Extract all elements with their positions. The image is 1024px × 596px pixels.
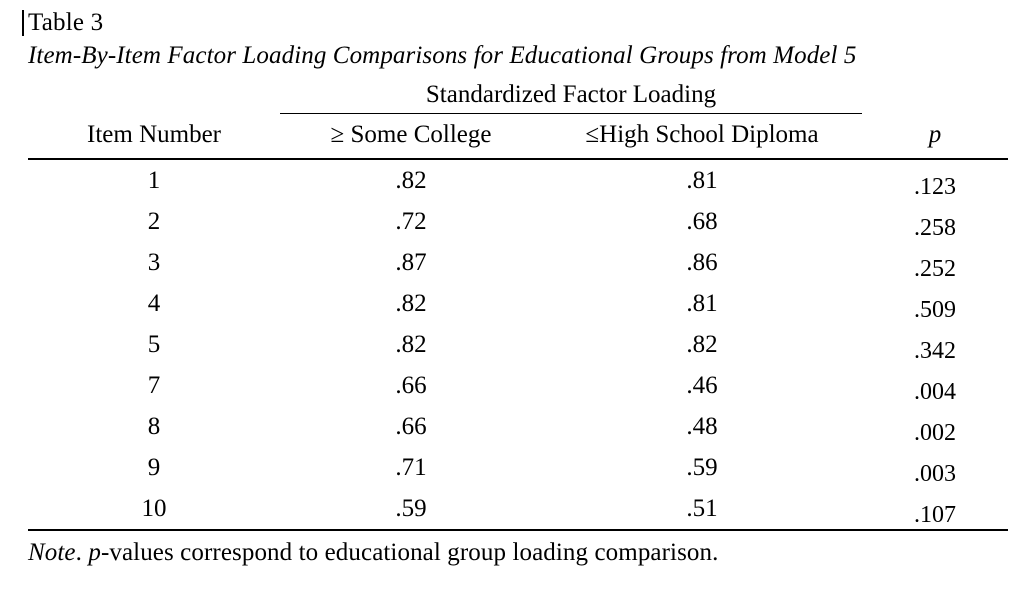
column-header-item-number: Item Number [87,120,221,148]
cell-item-number: 1 [147,167,161,194]
table-row [28,365,1008,406]
table-note [28,531,1010,568]
table-body [28,159,1008,530]
table-title: Item-By-Item Factor Loading Comparisons for Educational Groups from Model 5 [28,42,857,69]
cell-p-value: .004 [914,379,956,405]
cell-item-number: 5 [147,331,161,358]
cell-p-value: .107 [914,502,956,528]
cell-item-number: 8 [147,413,161,440]
cell-some-college: .59 [395,495,427,522]
cell-some-college: .66 [395,372,427,399]
table-row [28,242,1008,283]
cell-some-college: .87 [395,249,427,276]
note-prefix: Note [28,539,76,566]
cell-high-school: .86 [686,249,718,276]
table-row [28,201,1008,242]
column-header-row [28,114,1008,160]
cell-high-school: .68 [686,208,718,235]
table-head [28,76,1008,159]
table-row [28,447,1008,488]
cell-item-number: 7 [147,372,161,399]
table-row [28,488,1008,530]
column-header-p-value: p [928,120,942,148]
cell-some-college: .72 [395,208,427,235]
cell-p-value: .002 [914,420,956,446]
cell-high-school: .48 [686,413,718,440]
cell-some-college: .82 [395,331,427,358]
cell-some-college: .82 [395,167,427,194]
cell-high-school: .81 [686,290,718,317]
note-p-symbol: p [88,539,101,566]
cell-item-number: 4 [147,290,161,317]
cell-p-value: .509 [914,297,956,323]
cell-high-school: .59 [686,454,718,481]
cell-p-value: .342 [914,338,956,364]
column-header-high-school-diploma: ≤High School Diploma [585,121,819,148]
cell-item-number: 10 [141,495,167,522]
cell-high-school: .46 [686,372,718,399]
column-header-some-college: ≥ Some College [330,121,492,148]
cell-some-college: .82 [395,290,427,317]
factor-loading-table [28,76,1008,531]
cell-item-number: 3 [147,249,161,276]
cell-some-college: .71 [395,454,427,481]
table-row [28,283,1008,324]
table-row [28,324,1008,365]
cell-some-college: .66 [395,413,427,440]
table-row [28,159,1008,201]
span-header-standardized-factor-loading: Standardized Factor Loading [280,76,862,114]
table-row [28,406,1008,447]
note-separator: . [75,539,89,566]
cell-high-school: .51 [686,495,718,522]
cell-p-value: .258 [914,215,956,241]
span-header-row [28,76,1008,114]
cell-p-value: .003 [914,461,956,487]
cell-p-value: .252 [914,256,956,282]
span-header-spacer-right [862,76,1008,114]
cell-p-value: .123 [914,174,956,200]
table-label: Table 3 [28,8,1010,38]
note-text: -values correspond to educational group loading comparison. [100,539,719,566]
span-header-spacer-left [28,76,280,114]
cell-item-number: 2 [147,208,161,235]
cell-item-number: 9 [147,454,161,481]
cell-high-school: .82 [686,331,718,358]
cell-high-school: .81 [686,167,718,194]
